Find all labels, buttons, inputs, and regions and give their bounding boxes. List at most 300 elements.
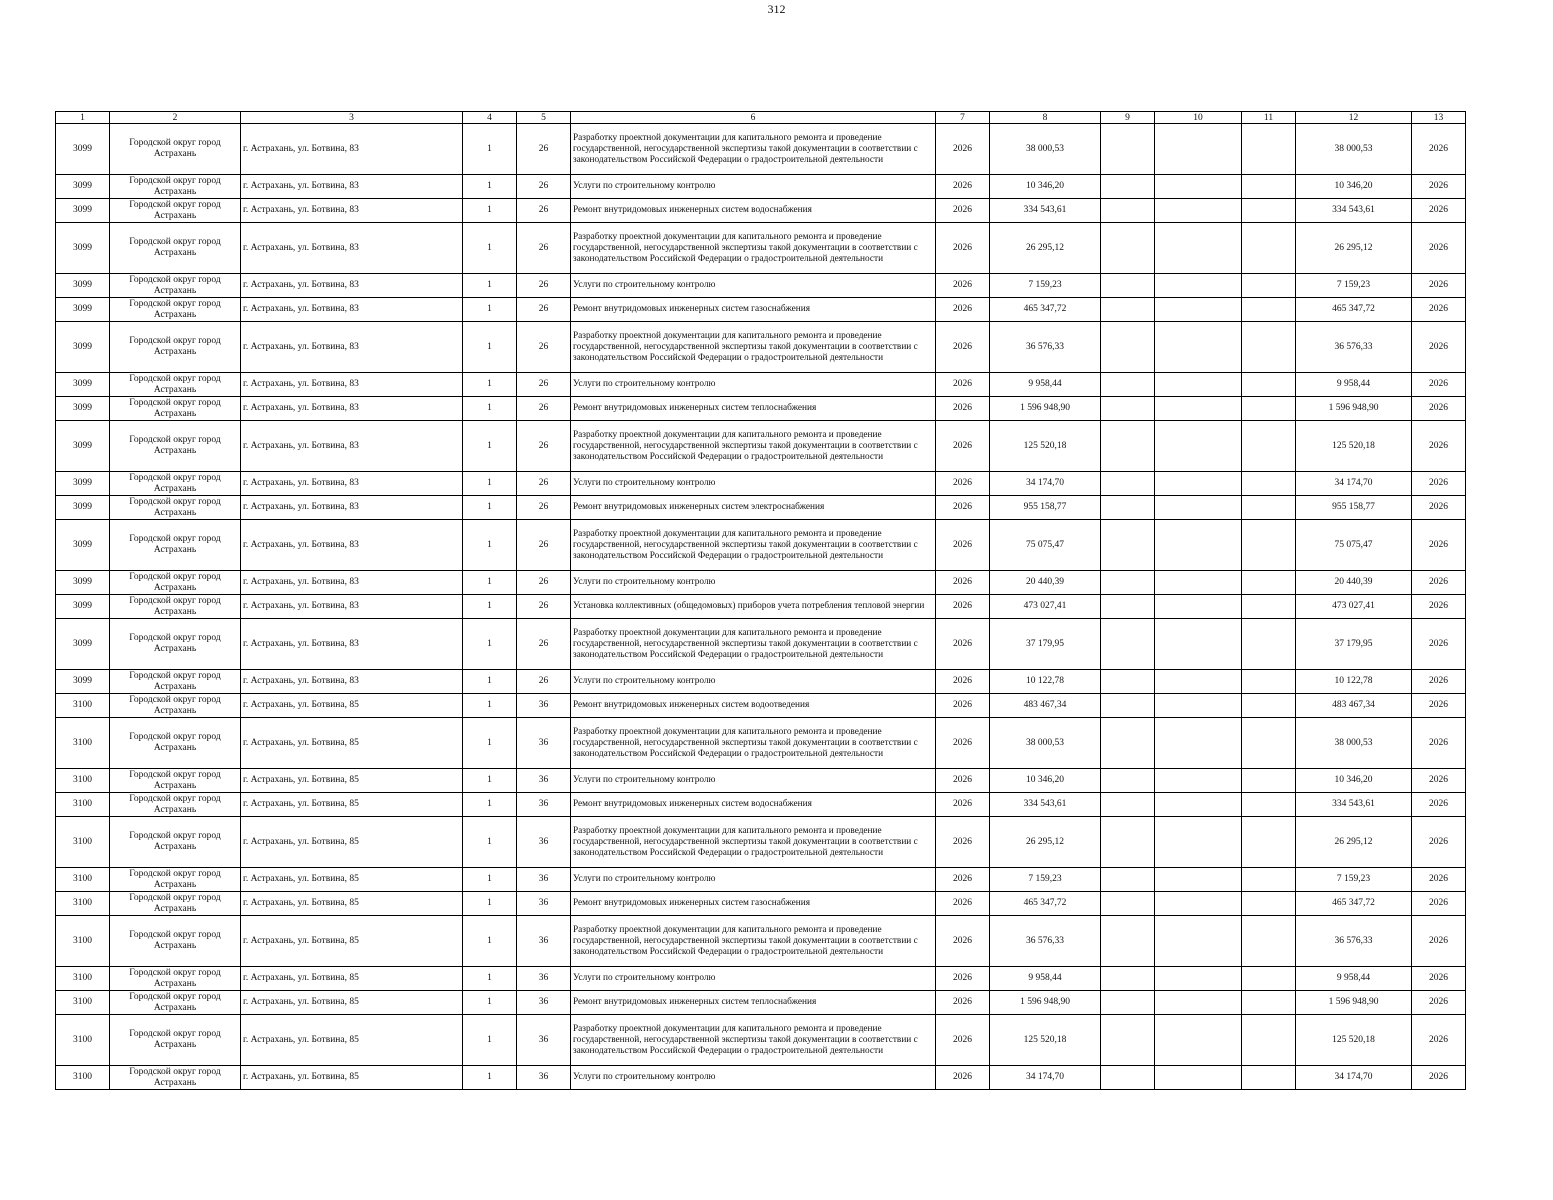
col-9-cell bbox=[1101, 769, 1155, 793]
completion-year-cell: 2026 bbox=[1412, 868, 1466, 892]
address-cell: г. Астрахань, ул. Ботвина, 83 bbox=[241, 520, 463, 571]
completion-year-cell: 2026 bbox=[1412, 199, 1466, 223]
page-number: 312 bbox=[767, 2, 786, 16]
total-cost-cell: 10 346,20 bbox=[1296, 175, 1412, 199]
col-10-cell bbox=[1155, 670, 1242, 694]
completion-year-cell: 2026 bbox=[1412, 1015, 1466, 1066]
completion-year-cell: 2026 bbox=[1412, 322, 1466, 373]
total-cost-cell: 9 958,44 bbox=[1296, 373, 1412, 397]
cost-cell: 7 159,23 bbox=[990, 274, 1101, 298]
col-4-cell: 1 bbox=[463, 595, 517, 619]
address-cell: г. Астрахань, ул. Ботвина, 85 bbox=[241, 694, 463, 718]
col-11-cell bbox=[1242, 595, 1296, 619]
work-type-cell: Ремонт внутридомовых инженерных систем газоснабжения bbox=[571, 892, 936, 916]
col-4-cell: 1 bbox=[463, 991, 517, 1015]
cost-cell: 10 346,20 bbox=[990, 175, 1101, 199]
col-4-cell: 1 bbox=[463, 718, 517, 769]
municipality-cell: Городской округ город Астрахань bbox=[110, 571, 241, 595]
municipality-cell: Городской округ город Астрахань bbox=[110, 619, 241, 670]
address-cell: г. Астрахань, ул. Ботвина, 83 bbox=[241, 472, 463, 496]
work-type-cell: Услуги по строительному контролю bbox=[571, 571, 936, 595]
col-10-cell bbox=[1155, 1015, 1242, 1066]
col-10-cell bbox=[1155, 175, 1242, 199]
year-cell: 2026 bbox=[936, 223, 990, 274]
col-4-cell: 1 bbox=[463, 472, 517, 496]
work-type-cell: Разработку проектной документации для капитального ремонта и проведение государственной, негосударственной экспертизы такой документации в соответствии с законодательством Российской Федерации о градостроительной деятельности bbox=[571, 124, 936, 175]
total-cost-cell: 37 179,95 bbox=[1296, 619, 1412, 670]
cost-cell: 38 000,53 bbox=[990, 124, 1101, 175]
address-cell: г. Астрахань, ул. Ботвина, 85 bbox=[241, 793, 463, 817]
cost-cell: 465 347,72 bbox=[990, 892, 1101, 916]
col-11-cell bbox=[1242, 274, 1296, 298]
municipality-cell: Городской округ город Астрахань bbox=[110, 892, 241, 916]
col-9-cell bbox=[1101, 496, 1155, 520]
table-row bbox=[56, 619, 1466, 670]
col-9-cell bbox=[1101, 1066, 1155, 1090]
house-id-cell: 3099 bbox=[56, 274, 110, 298]
col-4-cell: 1 bbox=[463, 571, 517, 595]
house-id-cell: 3100 bbox=[56, 967, 110, 991]
col-4-cell: 1 bbox=[463, 793, 517, 817]
completion-year-cell: 2026 bbox=[1412, 991, 1466, 1015]
total-cost-cell: 334 543,61 bbox=[1296, 199, 1412, 223]
col-10-cell bbox=[1155, 793, 1242, 817]
column-header: 5 bbox=[517, 112, 571, 124]
col-11-cell bbox=[1242, 793, 1296, 817]
col-4-cell: 1 bbox=[463, 373, 517, 397]
table-row bbox=[56, 472, 1466, 496]
work-type-cell: Разработку проектной документации для капитального ремонта и проведение государственной, негосударственной экспертизы такой документации в соответствии с законодательством Российской Федерации о градостроительной деятельности bbox=[571, 223, 936, 274]
address-cell: г. Астрахань, ул. Ботвина, 83 bbox=[241, 322, 463, 373]
table-row bbox=[56, 298, 1466, 322]
col-9-cell bbox=[1101, 868, 1155, 892]
address-cell: г. Астрахань, ул. Ботвина, 83 bbox=[241, 496, 463, 520]
col-11-cell bbox=[1242, 223, 1296, 274]
municipality-cell: Городской округ город Астрахань bbox=[110, 199, 241, 223]
col-9-cell bbox=[1101, 991, 1155, 1015]
work-type-cell: Разработку проектной документации для капитального ремонта и проведение государственной, негосударственной экспертизы такой документации в соответствии с законодательством Российской Федерации о градостроительной деятельности bbox=[571, 916, 936, 967]
col-10-cell bbox=[1155, 274, 1242, 298]
col-10-cell bbox=[1155, 595, 1242, 619]
col-5-cell: 26 bbox=[517, 595, 571, 619]
completion-year-cell: 2026 bbox=[1412, 298, 1466, 322]
table-row bbox=[56, 274, 1466, 298]
municipality-cell: Городской округ город Астрахань bbox=[110, 793, 241, 817]
col-4-cell: 1 bbox=[463, 199, 517, 223]
total-cost-cell: 34 174,70 bbox=[1296, 472, 1412, 496]
address-cell: г. Астрахань, ул. Ботвина, 85 bbox=[241, 868, 463, 892]
address-cell: г. Астрахань, ул. Ботвина, 83 bbox=[241, 670, 463, 694]
col-5-cell: 26 bbox=[517, 472, 571, 496]
work-type-cell: Ремонт внутридомовых инженерных систем водоснабжения bbox=[571, 199, 936, 223]
address-cell: г. Астрахань, ул. Ботвина, 85 bbox=[241, 1066, 463, 1090]
house-id-cell: 3099 bbox=[56, 322, 110, 373]
cost-cell: 36 576,33 bbox=[990, 916, 1101, 967]
col-5-cell: 26 bbox=[517, 670, 571, 694]
total-cost-cell: 10 122,78 bbox=[1296, 670, 1412, 694]
total-cost-cell: 34 174,70 bbox=[1296, 1066, 1412, 1090]
total-cost-cell: 125 520,18 bbox=[1296, 421, 1412, 472]
table-row bbox=[56, 817, 1466, 868]
cost-cell: 38 000,53 bbox=[990, 718, 1101, 769]
col-11-cell bbox=[1242, 472, 1296, 496]
col-4-cell: 1 bbox=[463, 769, 517, 793]
col-5-cell: 36 bbox=[517, 892, 571, 916]
year-cell: 2026 bbox=[936, 793, 990, 817]
col-9-cell bbox=[1101, 175, 1155, 199]
col-5-cell: 36 bbox=[517, 916, 571, 967]
cost-cell: 10 122,78 bbox=[990, 670, 1101, 694]
house-id-cell: 3100 bbox=[56, 991, 110, 1015]
house-id-cell: 3099 bbox=[56, 595, 110, 619]
col-10-cell bbox=[1155, 199, 1242, 223]
col-9-cell bbox=[1101, 892, 1155, 916]
address-cell: г. Астрахань, ул. Ботвина, 85 bbox=[241, 718, 463, 769]
col-5-cell: 36 bbox=[517, 817, 571, 868]
col-4-cell: 1 bbox=[463, 421, 517, 472]
column-header: 2 bbox=[110, 112, 241, 124]
municipality-cell: Городской округ город Астрахань bbox=[110, 472, 241, 496]
cost-cell: 20 440,39 bbox=[990, 571, 1101, 595]
table-row bbox=[56, 496, 1466, 520]
col-9-cell bbox=[1101, 124, 1155, 175]
col-4-cell: 1 bbox=[463, 1066, 517, 1090]
col-4-cell: 1 bbox=[463, 298, 517, 322]
completion-year-cell: 2026 bbox=[1412, 916, 1466, 967]
house-id-cell: 3099 bbox=[56, 373, 110, 397]
work-type-cell: Услуги по строительному контролю bbox=[571, 274, 936, 298]
completion-year-cell: 2026 bbox=[1412, 718, 1466, 769]
completion-year-cell: 2026 bbox=[1412, 373, 1466, 397]
municipality-cell: Городской округ город Астрахань bbox=[110, 967, 241, 991]
municipality-cell: Городской округ город Астрахань bbox=[110, 223, 241, 274]
col-5-cell: 26 bbox=[517, 421, 571, 472]
col-9-cell bbox=[1101, 298, 1155, 322]
municipality-cell: Городской округ город Астрахань bbox=[110, 322, 241, 373]
table-row bbox=[56, 793, 1466, 817]
municipality-cell: Городской округ город Астрахань bbox=[110, 718, 241, 769]
completion-year-cell: 2026 bbox=[1412, 694, 1466, 718]
col-5-cell: 26 bbox=[517, 274, 571, 298]
work-type-cell: Услуги по строительному контролю bbox=[571, 373, 936, 397]
completion-year-cell: 2026 bbox=[1412, 175, 1466, 199]
cost-cell: 334 543,61 bbox=[990, 793, 1101, 817]
work-type-cell: Разработку проектной документации для капитального ремонта и проведение государственной, негосударственной экспертизы такой документации в соответствии с законодательством Российской Федерации о градостроительной деятельности bbox=[571, 619, 936, 670]
year-cell: 2026 bbox=[936, 967, 990, 991]
table-row bbox=[56, 571, 1466, 595]
col-10-cell bbox=[1155, 694, 1242, 718]
address-cell: г. Астрахань, ул. Ботвина, 85 bbox=[241, 991, 463, 1015]
address-cell: г. Астрахань, ул. Ботвина, 83 bbox=[241, 421, 463, 472]
house-id-cell: 3100 bbox=[56, 1015, 110, 1066]
col-9-cell bbox=[1101, 793, 1155, 817]
table-row bbox=[56, 397, 1466, 421]
col-5-cell: 36 bbox=[517, 991, 571, 1015]
col-4-cell: 1 bbox=[463, 223, 517, 274]
work-type-cell: Ремонт внутридомовых инженерных систем теплоснабжения bbox=[571, 991, 936, 1015]
address-cell: г. Астрахань, ул. Ботвина, 83 bbox=[241, 223, 463, 274]
col-4-cell: 1 bbox=[463, 1015, 517, 1066]
work-type-cell: Ремонт внутридомовых инженерных систем водоснабжения bbox=[571, 793, 936, 817]
col-4-cell: 1 bbox=[463, 817, 517, 868]
col-10-cell bbox=[1155, 373, 1242, 397]
total-cost-cell: 1 596 948,90 bbox=[1296, 991, 1412, 1015]
total-cost-cell: 473 027,41 bbox=[1296, 595, 1412, 619]
completion-year-cell: 2026 bbox=[1412, 571, 1466, 595]
col-5-cell: 26 bbox=[517, 124, 571, 175]
total-cost-cell: 75 075,47 bbox=[1296, 520, 1412, 571]
col-11-cell bbox=[1242, 892, 1296, 916]
municipality-cell: Городской округ город Астрахань bbox=[110, 670, 241, 694]
work-type-cell: Ремонт внутридомовых инженерных систем газоснабжения bbox=[571, 298, 936, 322]
col-4-cell: 1 bbox=[463, 175, 517, 199]
col-9-cell bbox=[1101, 1015, 1155, 1066]
house-id-cell: 3099 bbox=[56, 199, 110, 223]
col-4-cell: 1 bbox=[463, 274, 517, 298]
table-row bbox=[56, 1015, 1466, 1066]
work-type-cell: Услуги по строительному контролю bbox=[571, 175, 936, 199]
total-cost-cell: 955 158,77 bbox=[1296, 496, 1412, 520]
work-type-cell: Ремонт внутридомовых инженерных систем водоотведения bbox=[571, 694, 936, 718]
total-cost-cell: 38 000,53 bbox=[1296, 124, 1412, 175]
cost-cell: 483 467,34 bbox=[990, 694, 1101, 718]
house-id-cell: 3100 bbox=[56, 769, 110, 793]
col-11-cell bbox=[1242, 694, 1296, 718]
cost-cell: 9 958,44 bbox=[990, 967, 1101, 991]
year-cell: 2026 bbox=[936, 571, 990, 595]
col-4-cell: 1 bbox=[463, 967, 517, 991]
completion-year-cell: 2026 bbox=[1412, 520, 1466, 571]
col-9-cell bbox=[1101, 619, 1155, 670]
col-10-cell bbox=[1155, 421, 1242, 472]
col-10-cell bbox=[1155, 1066, 1242, 1090]
address-cell: г. Астрахань, ул. Ботвина, 85 bbox=[241, 817, 463, 868]
year-cell: 2026 bbox=[936, 175, 990, 199]
col-9-cell bbox=[1101, 199, 1155, 223]
col-9-cell bbox=[1101, 718, 1155, 769]
year-cell: 2026 bbox=[936, 397, 990, 421]
total-cost-cell: 9 958,44 bbox=[1296, 967, 1412, 991]
col-5-cell: 36 bbox=[517, 769, 571, 793]
work-type-cell: Разработку проектной документации для капитального ремонта и проведение государственной, негосударственной экспертизы такой документации в соответствии с законодательством Российской Федерации о градостроительной деятельности bbox=[571, 520, 936, 571]
column-header: 4 bbox=[463, 112, 517, 124]
registry-table bbox=[55, 111, 1466, 1090]
year-cell: 2026 bbox=[936, 274, 990, 298]
municipality-cell: Городской округ город Астрахань bbox=[110, 520, 241, 571]
house-id-cell: 3100 bbox=[56, 868, 110, 892]
address-cell: г. Астрахань, ул. Ботвина, 83 bbox=[241, 175, 463, 199]
total-cost-cell: 20 440,39 bbox=[1296, 571, 1412, 595]
address-cell: г. Астрахань, ул. Ботвина, 83 bbox=[241, 124, 463, 175]
work-type-cell: Разработку проектной документации для капитального ремонта и проведение государственной, негосударственной экспертизы такой документации в соответствии с законодательством Российской Федерации о градостроительной деятельности bbox=[571, 1015, 936, 1066]
header-row bbox=[56, 112, 1466, 124]
municipality-cell: Городской округ город Астрахань bbox=[110, 496, 241, 520]
year-cell: 2026 bbox=[936, 1066, 990, 1090]
address-cell: г. Астрахань, ул. Ботвина, 85 bbox=[241, 892, 463, 916]
completion-year-cell: 2026 bbox=[1412, 223, 1466, 274]
col-11-cell bbox=[1242, 769, 1296, 793]
address-cell: г. Астрахань, ул. Ботвина, 83 bbox=[241, 298, 463, 322]
municipality-cell: Городской округ город Астрахань bbox=[110, 421, 241, 472]
municipality-cell: Городской округ город Астрахань bbox=[110, 868, 241, 892]
table-row bbox=[56, 868, 1466, 892]
year-cell: 2026 bbox=[936, 595, 990, 619]
col-4-cell: 1 bbox=[463, 496, 517, 520]
col-4-cell: 1 bbox=[463, 670, 517, 694]
col-9-cell bbox=[1101, 520, 1155, 571]
house-id-cell: 3099 bbox=[56, 421, 110, 472]
municipality-cell: Городской округ город Астрахань bbox=[110, 595, 241, 619]
col-9-cell bbox=[1101, 223, 1155, 274]
house-id-cell: 3099 bbox=[56, 520, 110, 571]
address-cell: г. Астрахань, ул. Ботвина, 85 bbox=[241, 967, 463, 991]
col-10-cell bbox=[1155, 991, 1242, 1015]
col-11-cell bbox=[1242, 916, 1296, 967]
municipality-cell: Городской округ город Астрахань bbox=[110, 298, 241, 322]
year-cell: 2026 bbox=[936, 718, 990, 769]
cost-cell: 334 543,61 bbox=[990, 199, 1101, 223]
col-4-cell: 1 bbox=[463, 520, 517, 571]
col-11-cell bbox=[1242, 421, 1296, 472]
table-row bbox=[56, 670, 1466, 694]
col-10-cell bbox=[1155, 967, 1242, 991]
house-id-cell: 3100 bbox=[56, 694, 110, 718]
house-id-cell: 3099 bbox=[56, 124, 110, 175]
col-4-cell: 1 bbox=[463, 619, 517, 670]
col-11-cell bbox=[1242, 571, 1296, 595]
total-cost-cell: 10 346,20 bbox=[1296, 769, 1412, 793]
table-row bbox=[56, 769, 1466, 793]
address-cell: г. Астрахань, ул. Ботвина, 83 bbox=[241, 274, 463, 298]
col-9-cell bbox=[1101, 322, 1155, 373]
total-cost-cell: 465 347,72 bbox=[1296, 892, 1412, 916]
work-type-cell: Услуги по строительному контролю bbox=[571, 967, 936, 991]
address-cell: г. Астрахань, ул. Ботвина, 83 bbox=[241, 595, 463, 619]
total-cost-cell: 465 347,72 bbox=[1296, 298, 1412, 322]
year-cell: 2026 bbox=[936, 694, 990, 718]
work-type-cell: Услуги по строительному контролю bbox=[571, 868, 936, 892]
address-cell: г. Астрахань, ул. Ботвина, 85 bbox=[241, 1015, 463, 1066]
col-10-cell bbox=[1155, 817, 1242, 868]
municipality-cell: Городской округ город Астрахань bbox=[110, 769, 241, 793]
col-11-cell bbox=[1242, 1015, 1296, 1066]
work-type-cell: Ремонт внутридомовых инженерных систем теплоснабжения bbox=[571, 397, 936, 421]
table-row bbox=[56, 991, 1466, 1015]
col-5-cell: 26 bbox=[517, 496, 571, 520]
year-cell: 2026 bbox=[936, 1015, 990, 1066]
table-row bbox=[56, 223, 1466, 274]
municipality-cell: Городской округ город Астрахань bbox=[110, 916, 241, 967]
col-5-cell: 26 bbox=[517, 322, 571, 373]
col-11-cell bbox=[1242, 124, 1296, 175]
table-row bbox=[56, 520, 1466, 571]
cost-cell: 125 520,18 bbox=[990, 421, 1101, 472]
work-type-cell: Услуги по строительному контролю bbox=[571, 472, 936, 496]
completion-year-cell: 2026 bbox=[1412, 1066, 1466, 1090]
col-11-cell bbox=[1242, 619, 1296, 670]
column-header: 11 bbox=[1242, 112, 1296, 124]
total-cost-cell: 36 576,33 bbox=[1296, 916, 1412, 967]
address-cell: г. Астрахань, ул. Ботвина, 83 bbox=[241, 619, 463, 670]
cost-cell: 1 596 948,90 bbox=[990, 991, 1101, 1015]
cost-cell: 36 576,33 bbox=[990, 322, 1101, 373]
municipality-cell: Городской округ город Астрахань bbox=[110, 694, 241, 718]
year-cell: 2026 bbox=[936, 520, 990, 571]
col-9-cell bbox=[1101, 472, 1155, 496]
col-10-cell bbox=[1155, 619, 1242, 670]
municipality-cell: Городской округ город Астрахань bbox=[110, 1066, 241, 1090]
address-cell: г. Астрахань, ул. Ботвина, 85 bbox=[241, 769, 463, 793]
col-4-cell: 1 bbox=[463, 397, 517, 421]
municipality-cell: Городской округ город Астрахань bbox=[110, 274, 241, 298]
col-10-cell bbox=[1155, 298, 1242, 322]
col-11-cell bbox=[1242, 967, 1296, 991]
house-id-cell: 3099 bbox=[56, 298, 110, 322]
table-row bbox=[56, 694, 1466, 718]
col-5-cell: 26 bbox=[517, 397, 571, 421]
house-id-cell: 3099 bbox=[56, 619, 110, 670]
column-header: 6 bbox=[571, 112, 936, 124]
year-cell: 2026 bbox=[936, 991, 990, 1015]
total-cost-cell: 7 159,23 bbox=[1296, 274, 1412, 298]
work-type-cell: Разработку проектной документации для капитального ремонта и проведение государственной, негосударственной экспертизы такой документации в соответствии с законодательством Российской Федерации о градостроительной деятельности bbox=[571, 322, 936, 373]
col-10-cell bbox=[1155, 868, 1242, 892]
year-cell: 2026 bbox=[936, 916, 990, 967]
completion-year-cell: 2026 bbox=[1412, 670, 1466, 694]
col-10-cell bbox=[1155, 397, 1242, 421]
table-row bbox=[56, 892, 1466, 916]
col-11-cell bbox=[1242, 520, 1296, 571]
table-row bbox=[56, 199, 1466, 223]
col-9-cell bbox=[1101, 694, 1155, 718]
work-type-cell: Услуги по строительному контролю bbox=[571, 670, 936, 694]
col-11-cell bbox=[1242, 397, 1296, 421]
year-cell: 2026 bbox=[936, 322, 990, 373]
col-5-cell: 26 bbox=[517, 175, 571, 199]
year-cell: 2026 bbox=[936, 298, 990, 322]
column-header: 8 bbox=[990, 112, 1101, 124]
col-5-cell: 26 bbox=[517, 199, 571, 223]
cost-cell: 75 075,47 bbox=[990, 520, 1101, 571]
col-4-cell: 1 bbox=[463, 916, 517, 967]
col-5-cell: 36 bbox=[517, 793, 571, 817]
column-header: 13 bbox=[1412, 112, 1466, 124]
address-cell: г. Астрахань, ул. Ботвина, 85 bbox=[241, 916, 463, 967]
col-4-cell: 1 bbox=[463, 124, 517, 175]
col-10-cell bbox=[1155, 322, 1242, 373]
col-10-cell bbox=[1155, 718, 1242, 769]
col-5-cell: 36 bbox=[517, 694, 571, 718]
col-5-cell: 26 bbox=[517, 298, 571, 322]
year-cell: 2026 bbox=[936, 619, 990, 670]
column-header: 12 bbox=[1296, 112, 1412, 124]
municipality-cell: Городской округ город Астрахань bbox=[110, 817, 241, 868]
col-10-cell bbox=[1155, 769, 1242, 793]
col-5-cell: 36 bbox=[517, 1066, 571, 1090]
house-id-cell: 3099 bbox=[56, 496, 110, 520]
total-cost-cell: 26 295,12 bbox=[1296, 223, 1412, 274]
total-cost-cell: 36 576,33 bbox=[1296, 322, 1412, 373]
table-row bbox=[56, 421, 1466, 472]
work-type-cell: Услуги по строительному контролю bbox=[571, 769, 936, 793]
col-11-cell bbox=[1242, 670, 1296, 694]
house-id-cell: 3099 bbox=[56, 670, 110, 694]
work-type-cell: Разработку проектной документации для капитального ремонта и проведение государственной, негосударственной экспертизы такой документации в соответствии с законодательством Российской Федерации о градостроительной деятельности bbox=[571, 718, 936, 769]
cost-cell: 125 520,18 bbox=[990, 1015, 1101, 1066]
work-type-cell: Ремонт внутридомовых инженерных систем электроснабжения bbox=[571, 496, 936, 520]
year-cell: 2026 bbox=[936, 199, 990, 223]
cost-cell: 34 174,70 bbox=[990, 1066, 1101, 1090]
